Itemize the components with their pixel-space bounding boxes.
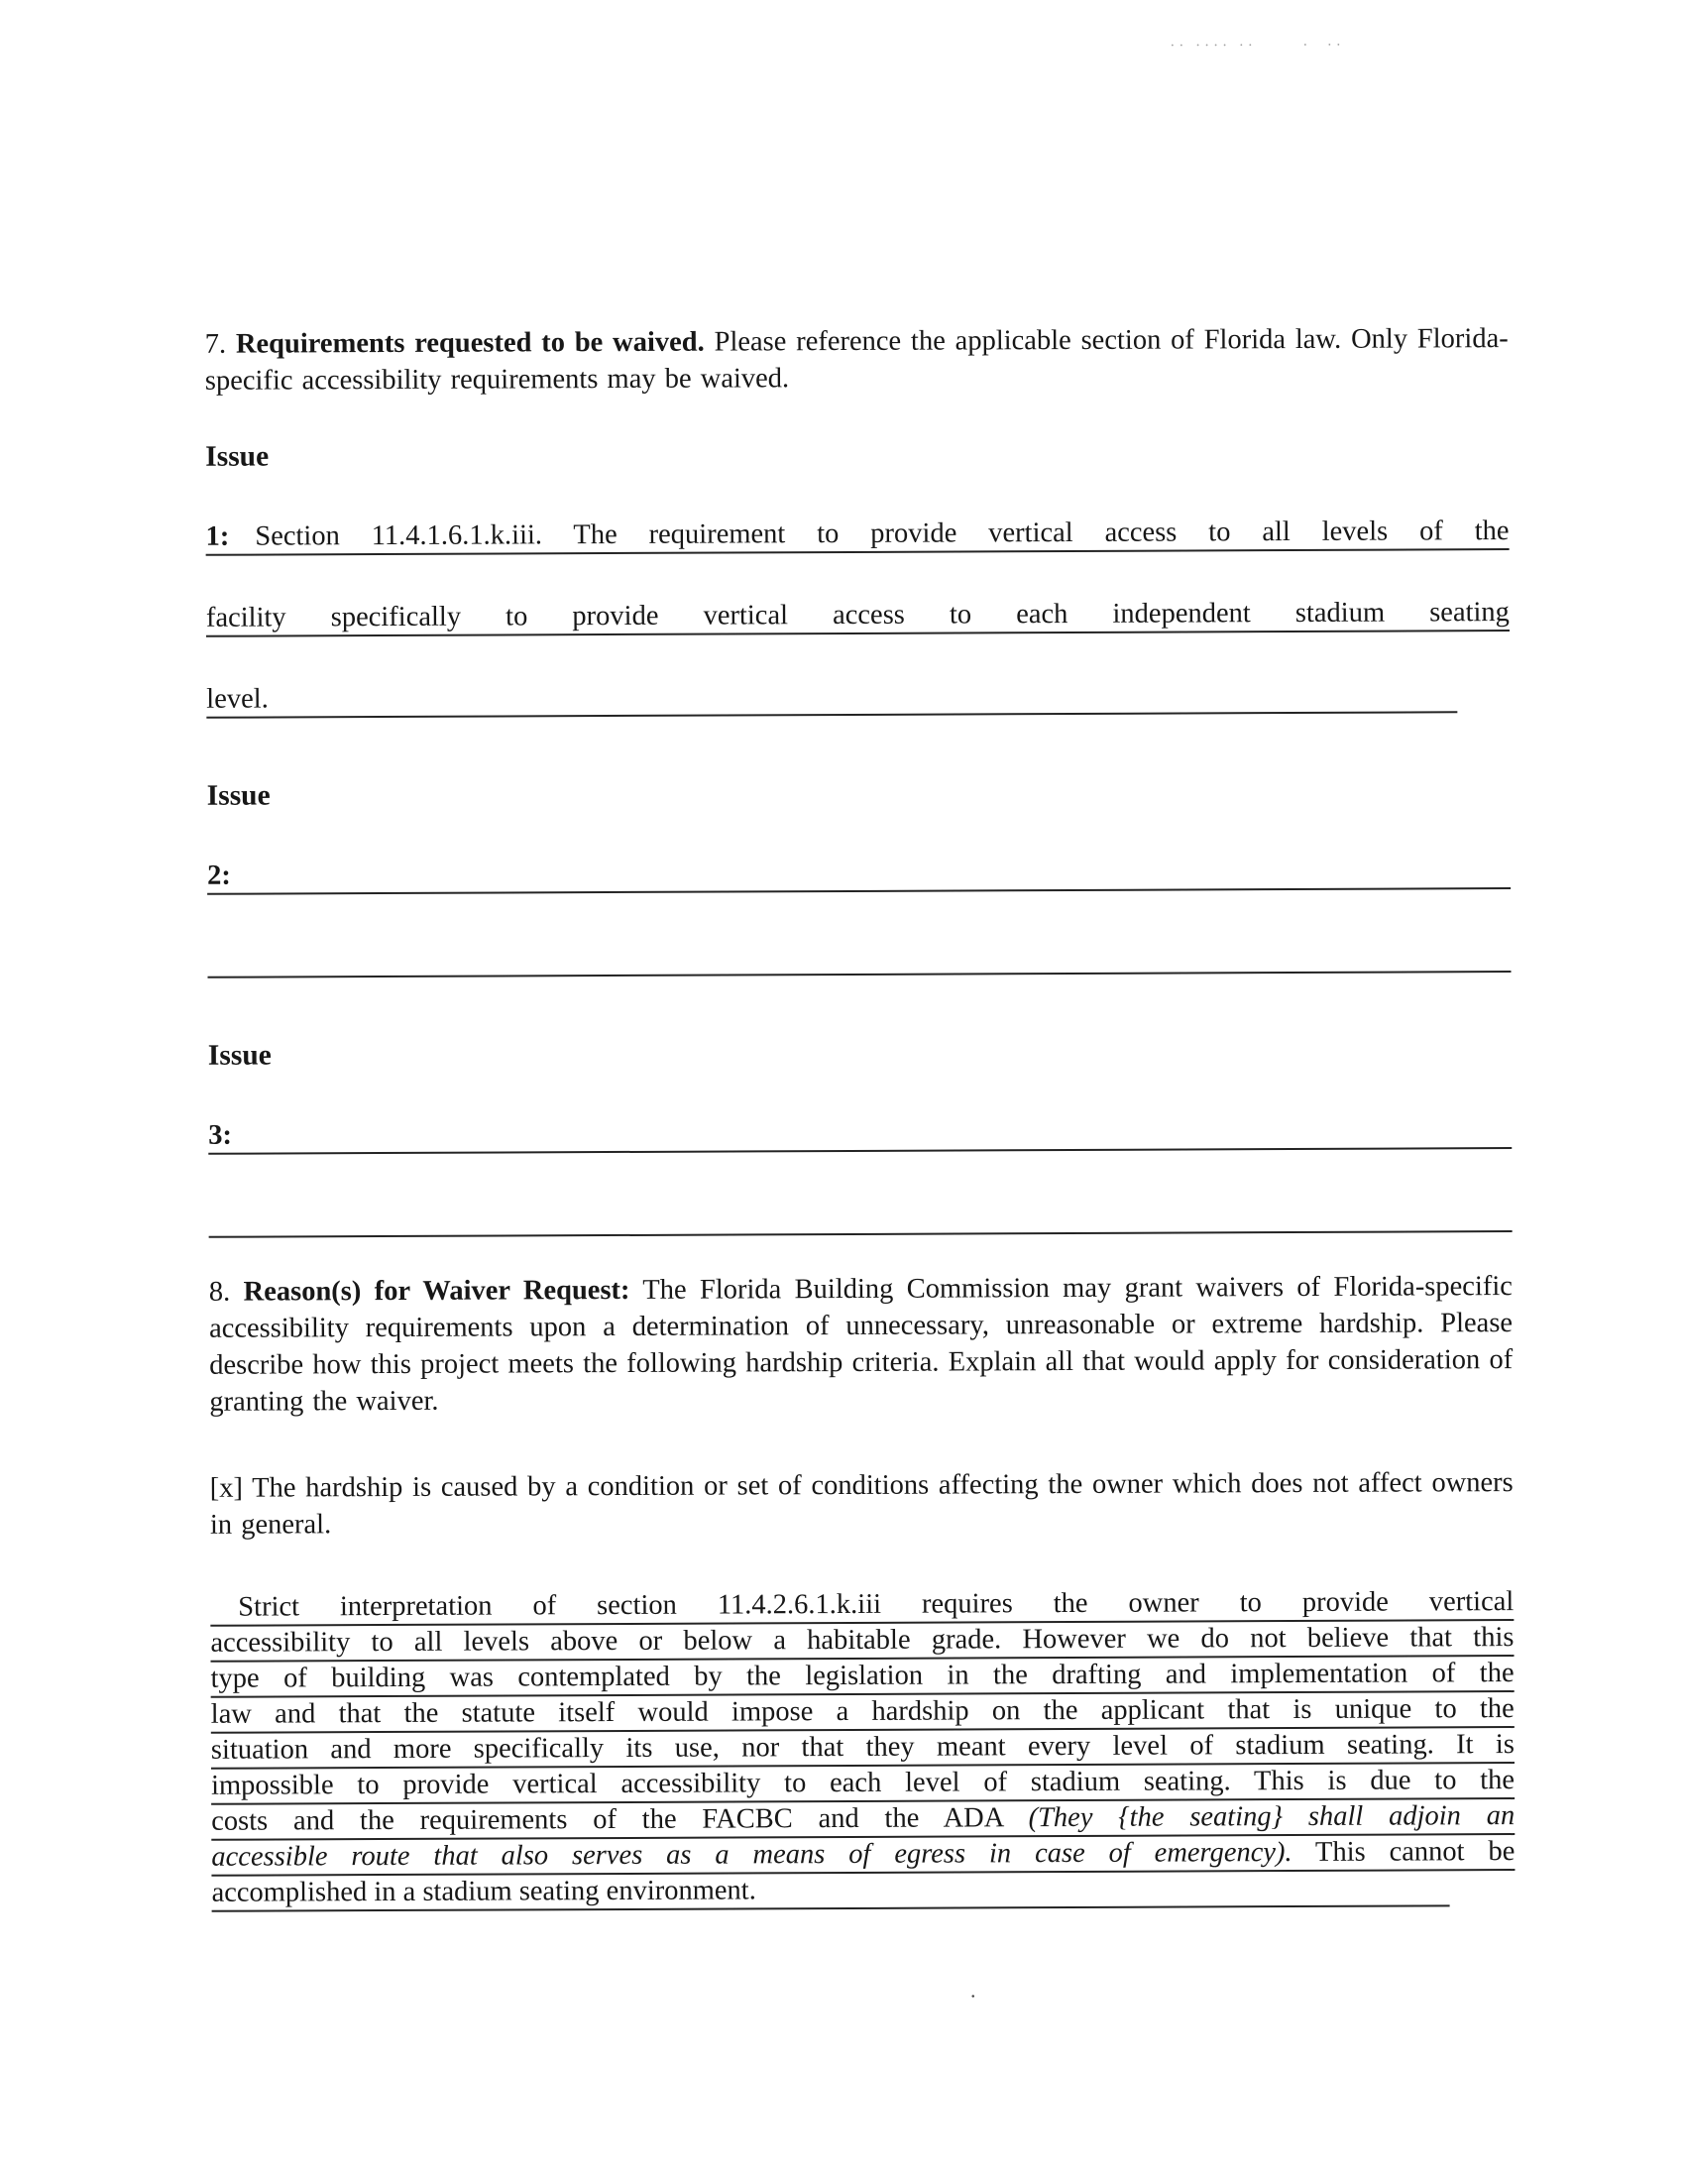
issue-3-blank-line [208,1149,1512,1238]
section-8-number: 8. [208,1276,231,1308]
section-7-body: Please reference the applicable section of Florida law. Only Florida-specific accessibility requirements may be waived. [204,323,1509,397]
answer-text-5: situation and more specifically its use, nor that they meant every level of stadium seating. It is [210,1729,1515,1766]
issue-1-text-line-3: level. [206,683,269,715]
issue-2-heading: Issue [206,779,271,812]
issue-1-text-line-2: facility specifically to provide vertical access to each independent stadium seating [205,597,1510,633]
answer-text-8: This cannot be [1314,1836,1516,1868]
hardship-checkbox-paragraph [210,1464,1514,1544]
issue-3-line-1 [208,1068,1512,1155]
waiver-reason-answer [210,1585,1515,1912]
issue-3-number: 3: [208,1119,233,1151]
scan-artifact-marks: ·· ···· ·· · ·· [1170,37,1345,55]
answer-line-4 [211,1692,1515,1734]
answer-line-1 [210,1585,1514,1627]
scan-artifact-dot: . [969,1977,976,2003]
issue-2-line-1 [207,808,1511,895]
answer-text-2: accessibility to all levels above or below a habitable grade. However we do not believe that this [210,1622,1515,1659]
answer-line-5 [211,1728,1515,1770]
answer-line-9 [211,1871,1449,1911]
answer-text-7-italic: (They {the seating} shall adjoin an [1028,1800,1516,1834]
answer-text-1: Strict interpretation of section 11.4.2.6.1.k.iii requires the owner to provide vertical [238,1586,1515,1623]
issue-3-heading: Issue [207,1039,272,1072]
section-7-paragraph [205,320,1509,400]
answer-line-7 [211,1799,1515,1841]
answer-line-8 [211,1835,1515,1877]
answer-text-8-italic: accessible route that also serves as a means of egress in case of emergency). [211,1837,1292,1873]
issue-2-number: 2: [206,860,231,891]
answer-text-4: law and that the statute itself would impose a hardship on the applicant that is unique to the [210,1693,1515,1730]
section-8-body: The Florida Building Commission may grant waivers of Florida-specific accessibility requirements upon a determination of unnecessary, unreasonable or extreme hardship. Please describe how this project meets the following hardship criteria. Explain all that would apply for consideration of granting the waiver. [208,1271,1514,1418]
issue-1-line-1 [205,469,1509,556]
section-7-title: Requirements requested to be waived. [235,326,705,360]
issue-1-line-3 [206,632,1458,719]
section-8-paragraph [209,1268,1514,1421]
answer-text-9: accomplished in a stadium seating environment. [211,1875,756,1908]
answer-text-3: type of building was contemplated by the legislation in the drafting and implementation of the [210,1658,1515,1694]
issue-1-number: 1: [205,520,230,552]
issue-2-blank-line [207,889,1511,978]
section-8-title: Reason(s) for Waiver Request: [243,1274,630,1308]
issue-1-heading: Issue [205,440,270,473]
checkbox-mark: [x] [209,1472,244,1504]
answer-line-6 [211,1764,1515,1805]
issue-1-line-2 [206,550,1510,637]
section-7-number: 7. [204,328,227,360]
answer-line-2 [210,1621,1514,1663]
answer-text-6: impossible to provide vertical accessibility to each level of stadium seating. This is due to the [210,1765,1516,1801]
hardship-checkbox-text: The hardship is caused by a condition or set of conditions affecting the owner which does not affect owners in general. [209,1467,1514,1541]
issue-1-text-line-1: Section 11.4.1.6.1.k.iii. The requirement to provide vertical access to all levels of the [255,516,1510,552]
answer-text-7: costs and the requirements of the FACBC and the ADA [211,1802,1003,1837]
answer-line-3 [211,1657,1515,1698]
